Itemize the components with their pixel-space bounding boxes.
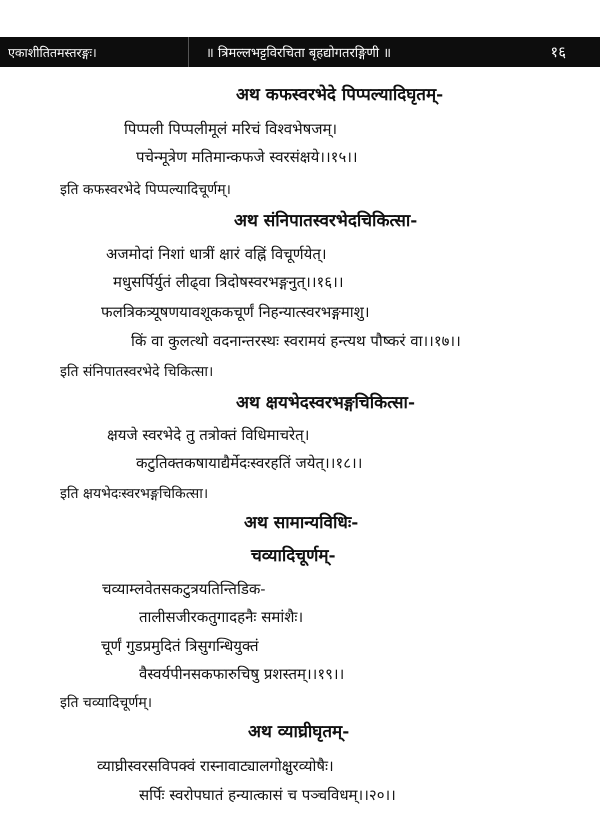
- section-heading: अथ व्याघ्रीघृतम्-: [248, 722, 350, 742]
- recipe-heading: चव्यादिचूर्णम्-: [251, 546, 336, 566]
- verse-line: फलत्रिकत्र्यूषणयावशूककचूर्णं निहन्यात्स्वरभङ्गमाशु।: [101, 303, 370, 321]
- verse-line: किं वा कुलत्थो वदनान्तरस्थः स्वरामयं हन्त्यथ पौष्करं वा।।१७।।: [131, 332, 461, 350]
- verse-line: सर्पिः स्वरोपघातं हन्यात्कासं च पञ्चविधम्।।२०।।: [139, 786, 396, 804]
- section-closing: इति कफस्वरभेदे पिप्पल्यादिचूर्णम्।: [60, 182, 231, 198]
- verse-line: चव्याम्लवेतसकटुत्रयतिन्तिडिक-: [102, 580, 266, 598]
- section-closing: इति चव्यादिचूर्णम्।: [60, 695, 153, 711]
- verse-line: तालीसजीरकतुगादहनैः समांशैः।: [139, 608, 304, 626]
- header-chapter-title: एकाशीतितमस्तरङ्गः।: [8, 45, 97, 60]
- header-divider: [188, 37, 189, 67]
- verse-line: वैस्वर्यपीनसकफारुचिषु प्रशस्तम्।।१९।।: [139, 665, 345, 683]
- verse-line: क्षयजे स्वरभेदे तु तत्रोक्तं विधिमाचरेत्।: [107, 426, 310, 444]
- verse-line: अजमोदां निशां धात्रीं क्षारं वह्निं विचूर्णयेत्।: [106, 245, 327, 263]
- section-closing: इति क्षयभेदःस्वरभङ्गचिकित्सा।: [60, 486, 209, 502]
- verse-line: पिप्पली पिप्पलीमूलं मरिचं विश्वभेषजम्।: [124, 120, 338, 138]
- verse-line: व्याघ्रीस्वरसविपक्वं रास्नावाट्यालगोक्षुरव्योषैः।: [97, 757, 334, 775]
- section-heading: अथ कफस्वरभेदे पिप्पल्यादिघृतम्-: [236, 85, 444, 105]
- section-heading: अथ क्षयभेदस्वरभङ्गचिकित्सा-: [236, 393, 415, 413]
- verse-line: कटुतिक्तकषायाद्यैर्मेदःस्वरहतिं जयेत्।।१८।।: [136, 454, 363, 472]
- page-number: १६: [550, 43, 566, 61]
- section-closing: इति संनिपातस्वरभेदे चिकित्सा।: [60, 364, 214, 380]
- header-book-title: ॥ त्रिमल्लभट्टविरचिता बृहद्योगतरङ्गिणी ॥: [206, 46, 392, 61]
- verse-line: चूर्णं गुडप्रमुदितं त्रिसुगन्धियुक्तं: [101, 637, 259, 655]
- verse-line: पचेन्मूत्रेण मतिमान्कफजे स्वरसंक्षये।।१५।।: [136, 148, 358, 166]
- section-heading: अथ संनिपातस्वरभेदचिकित्सा-: [234, 211, 418, 231]
- verse-line: मधुसर्पिर्युतं लीढ्वा त्रिदोषस्वरभङ्गनुत्।।१६।।: [113, 273, 344, 291]
- running-header: [0, 37, 600, 67]
- section-heading: अथ सामान्यविधिः-: [244, 513, 359, 533]
